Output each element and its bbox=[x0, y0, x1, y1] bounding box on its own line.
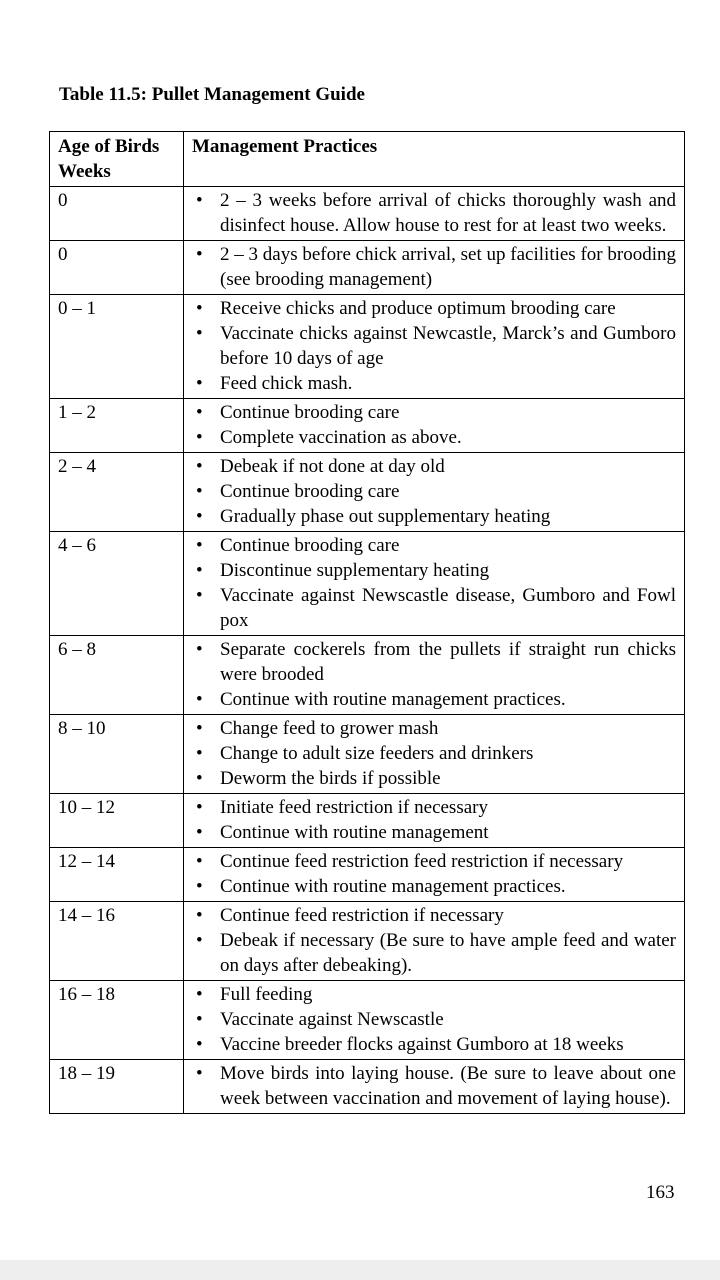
practices-list bbox=[192, 716, 676, 791]
table-body bbox=[50, 187, 685, 1114]
practice-item: • Initiate feed restriction if necessary bbox=[192, 795, 676, 820]
table-row bbox=[50, 981, 685, 1060]
practices-list bbox=[192, 982, 676, 1057]
practice-item: • Continue with routine management bbox=[192, 820, 676, 845]
practices-cell bbox=[184, 1060, 685, 1114]
age-cell: 0 bbox=[50, 187, 184, 241]
practices-list bbox=[192, 296, 676, 396]
practice-item: • Deworm the birds if possible bbox=[192, 766, 676, 791]
table-header-row bbox=[50, 132, 685, 187]
table-row bbox=[50, 715, 685, 794]
practices-cell bbox=[184, 453, 685, 532]
practice-item: • Vaccinate against Newscastle bbox=[192, 1007, 676, 1032]
practices-list bbox=[192, 454, 676, 529]
pullet-management-table bbox=[49, 131, 685, 1114]
practice-item: • Move birds into laying house. (Be sure to leave about one week between vaccination and movement of laying house). bbox=[192, 1061, 676, 1111]
practices-cell bbox=[184, 902, 685, 981]
practice-item: • Discontinue supplementary heating bbox=[192, 558, 676, 583]
practice-item: • Complete vaccination as above. bbox=[192, 425, 676, 450]
table-row bbox=[50, 636, 685, 715]
practices-list bbox=[192, 188, 676, 238]
age-cell: 6 – 8 bbox=[50, 636, 184, 715]
practices-cell bbox=[184, 187, 685, 241]
table-title: Table 11.5: Pullet Management Guide bbox=[59, 84, 365, 105]
practices-list bbox=[192, 242, 676, 292]
practice-item: • Receive chicks and produce optimum brooding care bbox=[192, 296, 676, 321]
practice-item: • Continue with routine management practices. bbox=[192, 687, 676, 712]
practice-item: • Gradually phase out supplementary heating bbox=[192, 504, 676, 529]
table-row bbox=[50, 241, 685, 295]
practices-list bbox=[192, 903, 676, 978]
age-cell: 0 – 1 bbox=[50, 295, 184, 399]
practices-list bbox=[192, 400, 676, 450]
practice-item: • Continue brooding care bbox=[192, 400, 676, 425]
practices-column-header: Management Practices bbox=[184, 132, 685, 187]
age-cell: 16 – 18 bbox=[50, 981, 184, 1060]
practices-list bbox=[192, 637, 676, 712]
table-row bbox=[50, 532, 685, 636]
practices-list bbox=[192, 795, 676, 845]
practice-item: • Vaccine breeder flocks against Gumboro at 18 weeks bbox=[192, 1032, 676, 1057]
practice-item: • Vaccinate chicks against Newcastle, Marck’s and Gumboro before 10 days of age bbox=[192, 321, 676, 371]
practice-item: • 2 – 3 weeks before arrival of chicks thoroughly wash and disinfect house. Allow house to rest for at least two weeks. bbox=[192, 188, 676, 238]
age-cell: 10 – 12 bbox=[50, 794, 184, 848]
age-cell: 14 – 16 bbox=[50, 902, 184, 981]
age-column-header: Age of Birds Weeks bbox=[50, 132, 184, 187]
age-cell: 18 – 19 bbox=[50, 1060, 184, 1114]
practice-item: • Separate cockerels from the pullets if straight run chicks were brooded bbox=[192, 637, 676, 687]
practice-item: • Change to adult size feeders and drinkers bbox=[192, 741, 676, 766]
bottom-bar bbox=[0, 1260, 720, 1280]
practices-cell bbox=[184, 794, 685, 848]
table-row bbox=[50, 453, 685, 532]
practice-item: • Debeak if necessary (Be sure to have ample feed and water on days after debeaking). bbox=[192, 928, 676, 978]
page-number: 163 bbox=[646, 1182, 675, 1203]
age-cell: 4 – 6 bbox=[50, 532, 184, 636]
practice-item: • Vaccinate against Newscastle disease, Gumboro and Fowl pox bbox=[192, 583, 676, 633]
table-row bbox=[50, 902, 685, 981]
table-row bbox=[50, 1060, 685, 1114]
table-row bbox=[50, 794, 685, 848]
practice-item: • Continue with routine management practices. bbox=[192, 874, 676, 899]
practice-item: • Feed chick mash. bbox=[192, 371, 676, 396]
practices-cell bbox=[184, 715, 685, 794]
practice-item: • Debeak if not done at day old bbox=[192, 454, 676, 479]
practices-cell bbox=[184, 636, 685, 715]
age-cell: 1 – 2 bbox=[50, 399, 184, 453]
table-row bbox=[50, 295, 685, 399]
practices-cell bbox=[184, 241, 685, 295]
age-cell: 12 – 14 bbox=[50, 848, 184, 902]
practices-cell bbox=[184, 532, 685, 636]
practice-item: • 2 – 3 days before chick arrival, set up facilities for brooding (see brooding management) bbox=[192, 242, 676, 292]
table-row bbox=[50, 848, 685, 902]
practices-list bbox=[192, 533, 676, 633]
age-cell: 8 – 10 bbox=[50, 715, 184, 794]
table-row bbox=[50, 399, 685, 453]
practice-item: • Continue feed restriction feed restriction if necessary bbox=[192, 849, 676, 874]
table-row bbox=[50, 187, 685, 241]
practices-cell bbox=[184, 399, 685, 453]
age-cell: 2 – 4 bbox=[50, 453, 184, 532]
practice-item: • Continue brooding care bbox=[192, 479, 676, 504]
practice-item: • Continue feed restriction if necessary bbox=[192, 903, 676, 928]
practice-item: • Change feed to grower mash bbox=[192, 716, 676, 741]
practice-item: • Continue brooding care bbox=[192, 533, 676, 558]
practices-list bbox=[192, 1061, 676, 1111]
practices-list bbox=[192, 849, 676, 899]
age-cell: 0 bbox=[50, 241, 184, 295]
practices-cell bbox=[184, 848, 685, 902]
practice-item: • Full feeding bbox=[192, 982, 676, 1007]
practices-cell bbox=[184, 981, 685, 1060]
practices-cell bbox=[184, 295, 685, 399]
